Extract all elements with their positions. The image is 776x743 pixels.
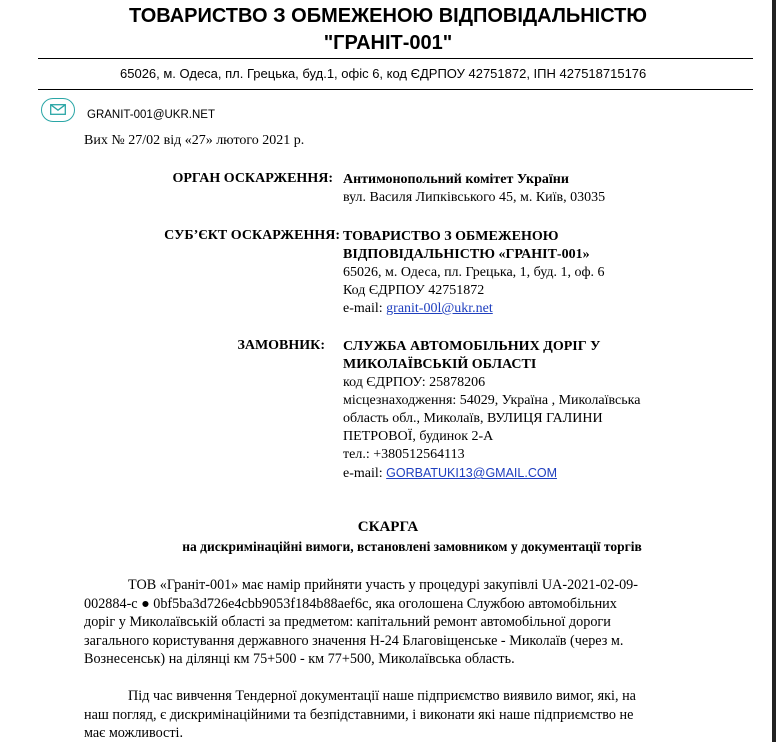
subject-name-line1: ТОВАРИСТВО З ОБМЕЖЕНОЮ [343, 229, 559, 244]
paragraph-line: ТОВ «Граніт-001» має намір прийняти участь у процедурі закупівлі UA-2021-02-09- [128, 577, 639, 593]
paragraph-line: Під час вивчення Тендерної документації наше підприємство виявило вимог, які, на [128, 688, 636, 704]
customer-email-row [343, 464, 640, 483]
header-rule-top [38, 58, 753, 59]
customer-code: код ЄДРПОУ: 25878206 [343, 375, 486, 390]
paragraph-line: наш погляд, є дискримінаційними та безпідставними, і виконати які наше підприємство не [84, 706, 634, 723]
envelope-icon [41, 98, 75, 122]
customer-location-line1: місцезнаходження: 54029, Україна , Миколаївська [343, 393, 641, 408]
paragraph-line: 002884-c ● 0bf5ba3d726e4cbb9053f184b88aef6c, яка оголошена Службою автомобільних [84, 595, 617, 612]
customer-location-line3: ПЕТРОВОЇ, будинок 2-А [343, 429, 494, 444]
subject-address: 65026, м. Одеса, пл. Грецька, 1, буд. 1, оф. 6 [343, 265, 605, 280]
company-title-line1: ТОВАРИСТВО З ОБМЕЖЕНОЮ ВІДПОВІДАЛЬНІСТЮ [128, 5, 648, 27]
subject-block [343, 228, 605, 318]
subject-label: СУБ’ЄКТ ОСКАРЖЕННЯ: [164, 228, 340, 243]
customer-label: ЗАМОВНИК: [237, 338, 325, 353]
outgoing-number: Вих № 27/02 від «27» лютого 2021 р. [84, 133, 305, 148]
company-title-line2: "ГРАНІТ-001" [323, 32, 453, 54]
subject-email-link[interactable]: granit-00l@ukr.net [386, 301, 493, 316]
paragraph-line: має можливості. [84, 725, 184, 741]
subject-email-label: e-mail: [343, 301, 387, 316]
complaint-paragraph-1 [84, 576, 719, 669]
paragraph-line: Вознесенськ) на ділянці км 75+500 - км 77+500, Миколаївська область. [84, 651, 515, 667]
subject-code: Код ЄДРПОУ 42751872 [343, 283, 485, 298]
authority-label: ОРГАН ОСКАРЖЕННЯ: [172, 171, 333, 186]
complaint-subtitle: на дискримінаційні вимоги, встановлені замовником у документації торгів [182, 539, 642, 554]
customer-email-link[interactable]: GORBATUKI13@GMAIL.COM [386, 466, 557, 480]
header-rule-bottom [38, 89, 753, 90]
paragraph-line: доріг у Миколаївській області за предметом: капітальний ремонт автомобільної дороги [84, 614, 611, 630]
complaint-title: СКАРГА [357, 519, 419, 535]
customer-name-line1: СЛУЖБА АВТОМОБІЛЬНИХ ДОРІГ У [343, 339, 601, 354]
complaint-paragraph-2 [84, 687, 719, 743]
subject-email-row [343, 300, 605, 318]
authority-block [343, 171, 605, 207]
paragraph-line: загального користування державного значення Н-24 Благовіщенське - Миколаїв (через м. [84, 632, 624, 649]
customer-location-line2: область обл., Миколаїв, ВУЛИЦЯ ГАЛИНИ [343, 411, 603, 426]
customer-name-line2: МИКОЛАЇВСЬКІЙ ОБЛАСТІ [343, 357, 537, 372]
customer-phone: тел.: +380512564113 [343, 447, 465, 462]
customer-block [343, 338, 640, 483]
customer-email-label: e-mail: [343, 466, 387, 481]
authority-address: вул. Василя Липківського 45, м. Київ, 03035 [343, 190, 606, 205]
window-edge [772, 0, 776, 742]
subject-name-line2: ВІДПОВІДАЛЬНІСТЮ «ГРАНІТ-001» [343, 247, 590, 262]
company-email: GRANIT-001@UKR.NET [87, 109, 215, 121]
company-address: 65026, м. Одеса, пл. Грецька, буд.1, офіс 6, код ЄДРПОУ 42751872, ІПН 427518715176 [120, 66, 647, 81]
authority-name: Антимонопольний комітет України [343, 172, 569, 187]
